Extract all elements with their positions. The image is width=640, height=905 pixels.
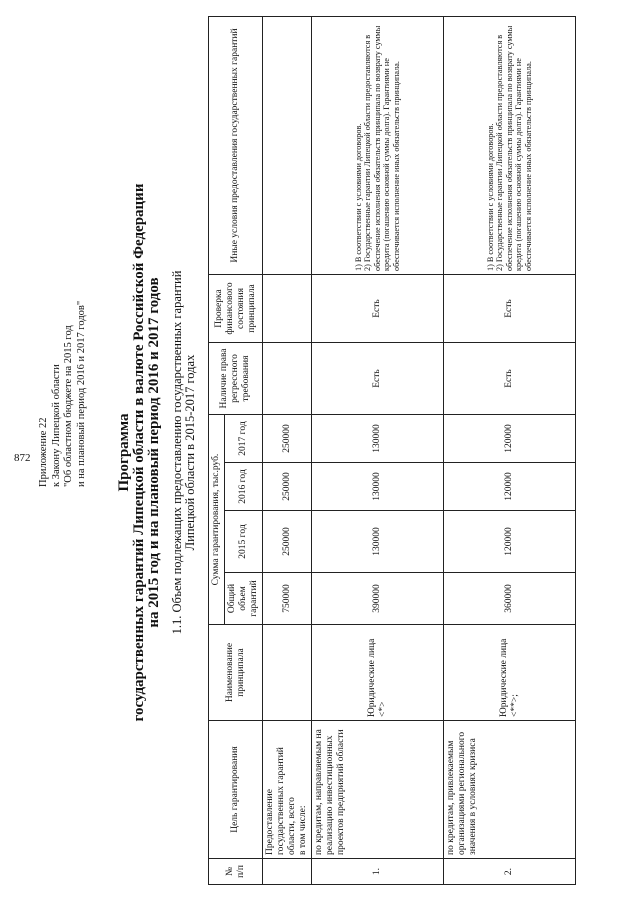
header-total: Общий объем гарантий xyxy=(225,573,263,625)
header-num: № п/п xyxy=(209,859,263,885)
cell-regress: Есть xyxy=(312,343,444,415)
cell-num: 2. xyxy=(444,859,576,885)
cell-regress: Есть xyxy=(444,343,576,415)
cell-total: 360000 xyxy=(444,573,576,625)
document-title xyxy=(117,0,162,905)
appendix-line: и на плановый период 2016 и 2017 годов" xyxy=(75,300,87,487)
other-condition-2: 2) Государственные гарантии Липецкой области предоставляются в обеспечение исполнения обязательств принципала по возврату суммы кредита (погашению основной суммы долга). Гарантиями не обеспечивается исполнение иных обязательств принципала. xyxy=(495,25,533,271)
cell-2015: 250000 xyxy=(263,511,312,573)
cell-check xyxy=(263,275,312,343)
cell-2015: 130000 xyxy=(312,511,444,573)
cell-total: 390000 xyxy=(312,573,444,625)
section-title xyxy=(171,0,197,905)
cell-2017: 120000 xyxy=(444,415,576,463)
cell-principal: Юридические лица <**>; xyxy=(444,625,576,721)
appendix-line: к Закону Липецкой области xyxy=(50,364,62,487)
cell-num: 1. xyxy=(312,859,444,885)
table-row xyxy=(444,17,576,885)
header-other: Иные условия предоставления государственных гарантий xyxy=(209,17,263,275)
header-2015: 2015 год xyxy=(225,511,263,573)
other-condition-1: 1) В соответствии с условиями договоров. xyxy=(353,123,363,271)
cell-other xyxy=(312,17,444,275)
cell-2017: 250000 xyxy=(263,415,312,463)
incl-text: в том числе: xyxy=(298,805,308,855)
cell-check: Есть xyxy=(312,275,444,343)
header-check: Проверка финансового состояния принципала xyxy=(209,275,263,343)
appendix-reference xyxy=(38,301,88,487)
table-row-total xyxy=(263,17,312,885)
document-header xyxy=(0,0,197,905)
header-2017: 2017 год xyxy=(225,415,263,463)
cell-purpose xyxy=(263,721,312,859)
cell-principal: Юридические лица <*> xyxy=(312,625,444,721)
section-line: 1.1. Объем подлежащих предоставлению государственных гарантий xyxy=(170,270,184,635)
cell-num xyxy=(263,859,312,885)
cell-2016: 120000 xyxy=(444,463,576,511)
cell-principal xyxy=(263,625,312,721)
cell-purpose: по кредитам, привлекаемым организациями регионального значения в условиях кризиса xyxy=(444,721,576,859)
section-line: Липецкой области в 2015-2017 годах xyxy=(183,354,197,551)
cell-regress xyxy=(263,343,312,415)
title-line: государственных гарантий Липецкой области в валюте Российской Федерации xyxy=(131,183,147,722)
header-principal: Наименование принципала xyxy=(209,625,263,721)
header-2016: 2016 год xyxy=(225,463,263,511)
cell-2016: 130000 xyxy=(312,463,444,511)
guarantees-table xyxy=(208,16,576,885)
table-row xyxy=(312,17,444,885)
cell-other xyxy=(263,17,312,275)
cell-2015: 120000 xyxy=(444,511,576,573)
title-line: Программа xyxy=(116,413,132,492)
cell-purpose: по кредитам, направляемым на реализацию инвестиционных проектов предприятий области xyxy=(312,721,444,859)
cell-2017: 130000 xyxy=(312,415,444,463)
cell-2016: 250000 xyxy=(263,463,312,511)
other-condition-1: 1) В соответствии с условиями договоров. xyxy=(485,123,495,271)
cell-total: 750000 xyxy=(263,573,312,625)
header-sum-group: Сумма гарантирования, тыс.руб. xyxy=(209,415,225,625)
page-number: 872 xyxy=(14,452,31,464)
other-condition-2: 2) Государственные гарантии Липецкой области предоставляются в обеспечение исполнения обязательств принципала по возврату суммы кредита (погашению основной суммы долга). Гарантиями не обеспечивается исполнение иных обязательств принципала. xyxy=(363,25,401,271)
cell-check: Есть xyxy=(444,275,576,343)
purpose-total-text: Предоставление государственных гарантий области, всего xyxy=(265,747,297,855)
appendix-line: Приложение 22 xyxy=(38,417,49,487)
header-regress: Наличие права регрессного требования xyxy=(209,343,263,415)
title-line: на 2015 год и на плановый период 2016 и 2017 годов xyxy=(146,277,162,628)
header-purpose: Цель гарантирования xyxy=(209,721,263,859)
appendix-line: "Об областном бюджете на 2015 год xyxy=(63,325,74,487)
cell-other xyxy=(444,17,576,275)
